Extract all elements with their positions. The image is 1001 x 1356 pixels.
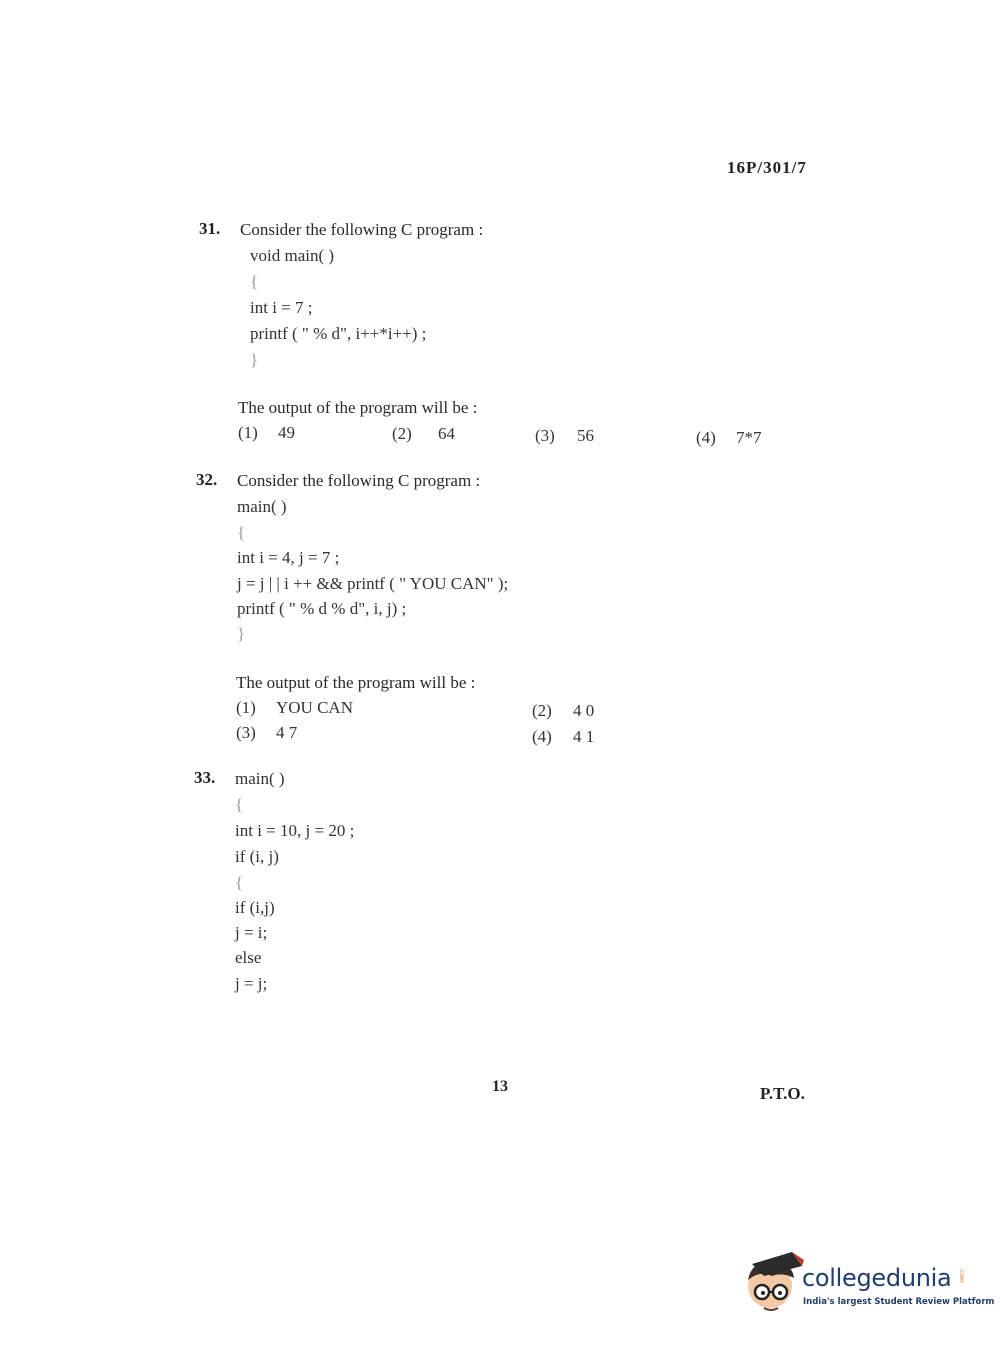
- option-number: (2): [392, 424, 412, 443]
- output-prompt: The output of the program will be :: [236, 673, 476, 692]
- option-3: [236, 723, 297, 743]
- code-line: else: [235, 948, 262, 967]
- option-number: (2): [532, 701, 552, 720]
- code-line: j = j;: [235, 974, 268, 993]
- page-number: 13: [492, 1078, 508, 1095]
- option-text: 7*7: [736, 428, 762, 447]
- code-line: }: [237, 624, 246, 643]
- code-line: {: [250, 272, 259, 291]
- pto-label: P.T.O.: [760, 1084, 805, 1103]
- option-number: (3): [535, 426, 555, 445]
- mascot-icon: [742, 1250, 804, 1318]
- code-line: int i = 10, j = 20 ;: [235, 821, 355, 840]
- paper-code: 16P/301/7: [727, 158, 807, 177]
- option-2: [532, 701, 594, 721]
- code-line: if (i,j): [235, 898, 275, 917]
- option-number: (1): [238, 423, 258, 442]
- code-line: printf ( " % d % d", i, j) ;: [237, 599, 407, 618]
- question-number: 33.: [194, 768, 216, 787]
- option-3: [535, 426, 594, 446]
- option-text: 64: [438, 424, 455, 443]
- code-line: {: [235, 873, 244, 892]
- option-1: [238, 423, 295, 443]
- option-4: [696, 428, 762, 448]
- option-text: 4 0: [573, 701, 595, 720]
- logo-suffix: .com: [958, 1268, 965, 1283]
- collegedunia-logo: [742, 1250, 995, 1318]
- option-number: (1): [236, 698, 256, 717]
- code-line: main( ): [235, 769, 285, 788]
- option-2: [392, 424, 455, 444]
- question-number: 32.: [196, 470, 218, 489]
- option-number: (4): [532, 727, 552, 746]
- option-text: 56: [577, 426, 594, 445]
- code-line: int i = 4, j = 7 ;: [237, 548, 340, 567]
- code-line: void main( ): [250, 246, 335, 265]
- code-line: {: [235, 795, 244, 814]
- option-1: [236, 698, 353, 718]
- code-line: int i = 7 ;: [250, 298, 313, 317]
- code-line: if (i, j): [235, 847, 279, 866]
- question-prompt: Consider the following C program :: [240, 220, 484, 239]
- question-number: 31.: [199, 219, 221, 238]
- option-text: 4 7: [276, 723, 298, 742]
- option-number: (3): [236, 723, 256, 742]
- logo-name: collegedunia: [802, 1264, 952, 1292]
- logo-tagline: India's largest Student Review Platform: [803, 1297, 995, 1307]
- option-text: 49: [278, 423, 295, 442]
- question-prompt: Consider the following C program :: [237, 471, 481, 490]
- code-line: {: [237, 523, 246, 542]
- output-prompt: The output of the program will be :: [238, 398, 478, 417]
- option-number: (4): [696, 428, 716, 447]
- code-line: j = i;: [235, 923, 268, 942]
- code-line: j = j | | i ++ && printf ( " YOU CAN" );: [237, 574, 509, 593]
- code-line: main( ): [237, 497, 287, 516]
- option-text: 4 1: [573, 727, 595, 746]
- option-text: YOU CAN: [276, 698, 353, 717]
- option-4: [532, 727, 594, 747]
- code-line: }: [250, 350, 259, 369]
- code-line: printf ( " % d", i++*i++) ;: [250, 324, 427, 343]
